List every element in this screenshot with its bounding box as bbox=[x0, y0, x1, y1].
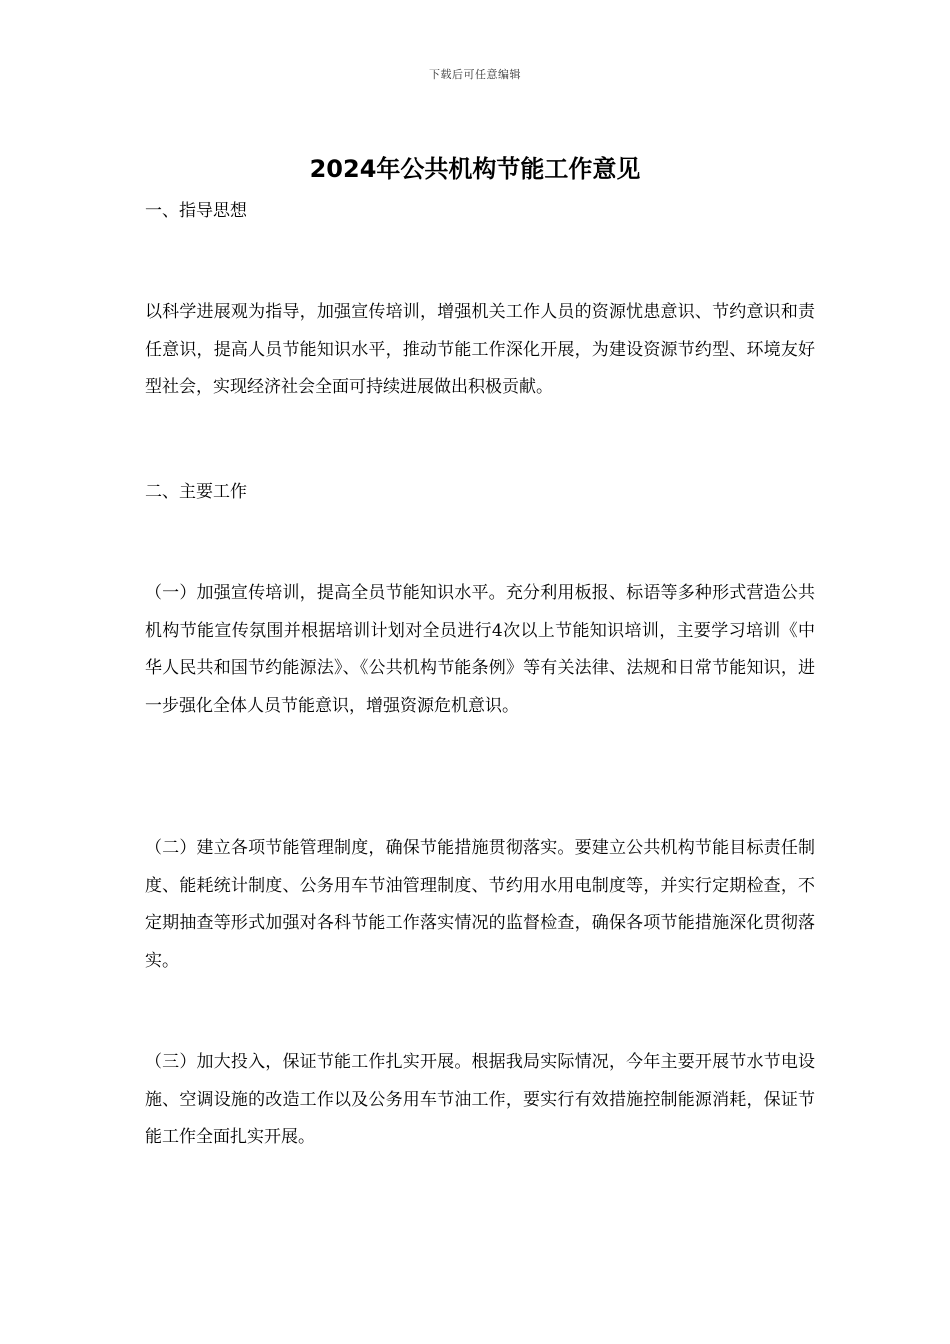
paragraph-main-work-2: （二）建立各项节能管理制度，确保节能措施贯彻落实。要建立公共机构节能目标责任制度、能耗统计制度、公务用车节油管理制度、节约用水用电制度等，并实行定期检查，不定期抽查等形式加强对各科节能工作落实情况的监督检查，确保各项节能措施深化贯彻落实。 bbox=[145, 838, 815, 971]
paragraph-main-work-1: （一）加强宣传培训，提高全员节能知识水平。充分利用板报、标语等多种形式营造公共机构节能宣传氛围并根据培训计划对全员进行4次以上节能知识培训，主要学习培训《中华人民共和国节约能源法》、《公共机构节能条例》等有关法律、法规和日常节能知识，进一步强化全体人员节能意识，增强资源危机意识。 bbox=[145, 583, 815, 716]
section-heading-guiding-thought: 一、指导思想 bbox=[145, 201, 247, 221]
paragraph-guiding-thought: 以科学进展观为指导，加强宣传培训，增强机关工作人员的资源忧患意识、节约意识和责任意识，提高人员节能知识水平，推动节能工作深化开展，为建设资源节约型、环境友好型社会，实现经济社会全面可持续进展做出积极贡献。 bbox=[145, 302, 815, 397]
section-heading-main-work: 二、主要工作 bbox=[145, 482, 247, 502]
header-note: 下载后可任意编辑 bbox=[429, 68, 521, 81]
paragraph-main-work-3: （三）加大投入，保证节能工作扎实开展。根据我局实际情况，今年主要开展节水节电设施、空调设施的改造工作以及公务用车节油工作，要实行有效措施控制能源消耗，保证节能工作全面扎实开展。 bbox=[145, 1052, 815, 1147]
document-title: 2024年公共机构节能工作意见 bbox=[309, 155, 641, 183]
